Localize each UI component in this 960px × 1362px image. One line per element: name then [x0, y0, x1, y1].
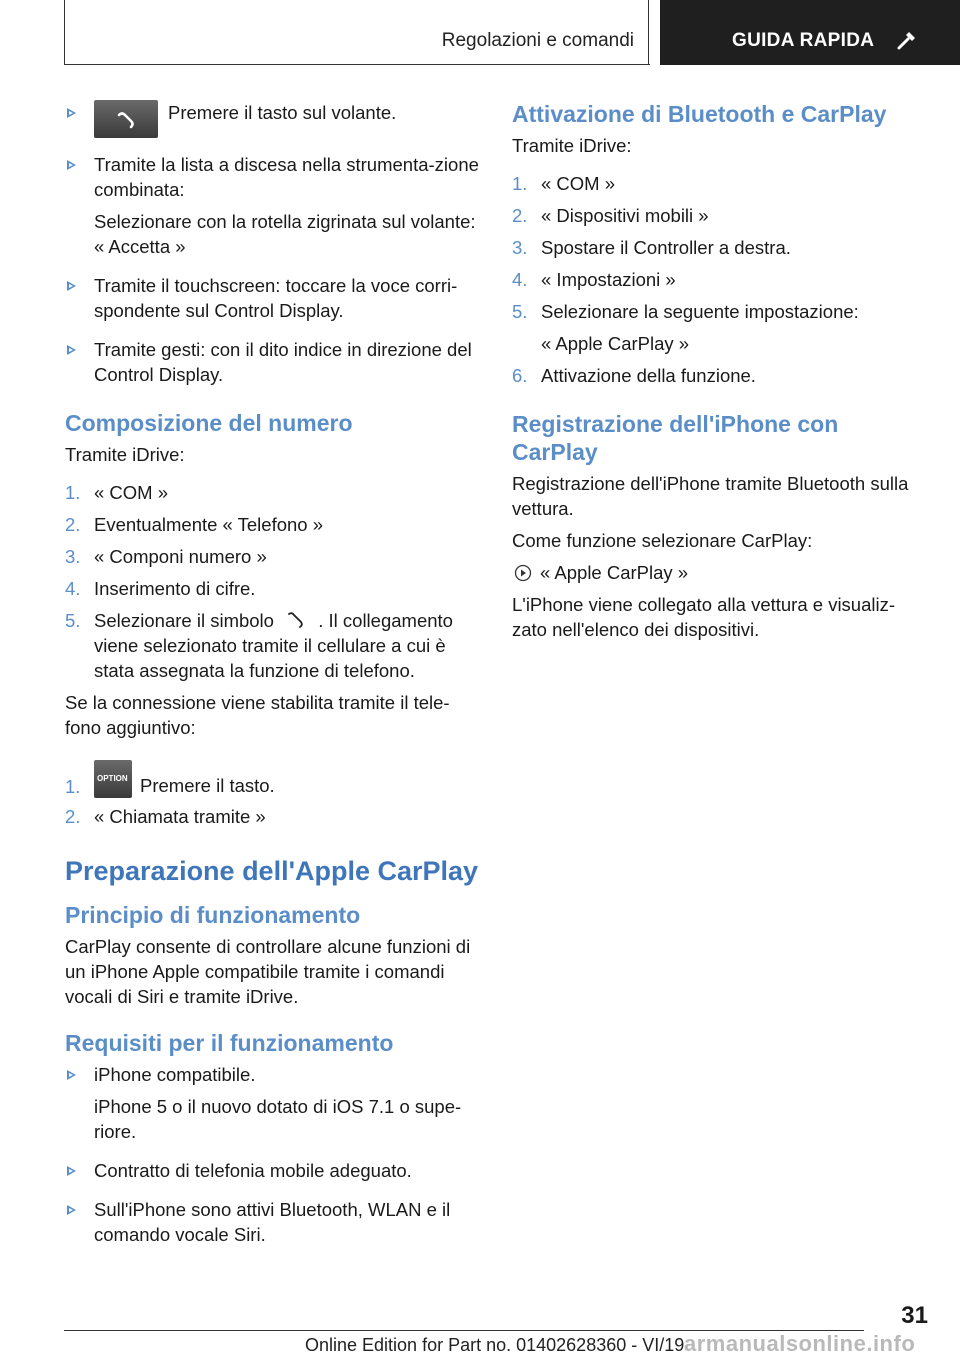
list-item	[65, 273, 480, 323]
numbered-item	[65, 480, 480, 505]
chapter-heading: Preparazione dell'Apple CarPlay	[65, 856, 479, 886]
step-number: 3.	[512, 237, 528, 258]
step-text: « Impostazioni »	[541, 269, 676, 290]
step-number: 4.	[512, 269, 528, 290]
triangle-bullet-icon	[67, 1205, 76, 1215]
play-circle-icon	[514, 564, 532, 582]
step-number: 5.	[512, 301, 528, 322]
paragraph	[512, 560, 927, 585]
edition-text: Online Edition for Part no. 01402628360 - VI/19	[305, 1335, 685, 1355]
sub-text: iPhone 5 o il nuovo dotato di iOS 7.1 o supe-riore.	[94, 1096, 462, 1142]
step-text-cont: . Il collegamento viene selezionato tramite il cellulare a cui è stata assegnata la funzione di telefono.	[94, 610, 453, 681]
paragraph: Tramite iDrive:	[512, 135, 632, 156]
triangle-bullet-icon	[67, 345, 76, 355]
paragraph: L'iPhone viene collegato alla vettura e visualiz-zato nell'elenco dei dispositivi.	[512, 594, 896, 640]
header-left-rule	[64, 0, 65, 65]
numbered-item	[65, 576, 480, 601]
bullet-text: Sull'iPhone sono attivi Bluetooth, WLAN e il comando vocale Siri.	[94, 1199, 451, 1245]
step-number: 4.	[65, 578, 81, 599]
header-divider	[648, 0, 649, 65]
bullet-text: Premere il tasto sul volante.	[168, 102, 397, 123]
paragraph: Come funzione selezionare CarPlay:	[512, 530, 813, 551]
step-text: Spostare il Controller a destra.	[541, 237, 791, 258]
header-bottom-rule	[64, 64, 650, 65]
list-item	[65, 1197, 480, 1247]
section-heading: Requisiti per il funzionamento	[65, 1030, 394, 1056]
numbered-item	[512, 235, 927, 260]
menu-item-text: « Apple CarPlay »	[540, 562, 689, 583]
step-text: Inserimento di cifre.	[94, 578, 256, 599]
phone-handset-icon	[283, 611, 309, 629]
watermark: armanualsonline.info	[684, 1331, 916, 1356]
sub-text: « Accetta »	[94, 236, 186, 257]
step-number: 1.	[65, 776, 81, 797]
triangle-bullet-icon	[67, 108, 76, 118]
sub-text: « Apple CarPlay »	[541, 333, 690, 354]
paragraph: Tramite iDrive:	[65, 444, 185, 465]
bullet-text: Contratto di telefonia mobile adeguato.	[94, 1160, 412, 1181]
paragraph: Se la connessione viene stabilita tramite il tele-fono aggiuntivo:	[65, 692, 450, 738]
step-number: 2.	[65, 514, 81, 535]
section-heading: Principio di funzionamento	[65, 902, 361, 928]
left-column	[65, 100, 480, 1254]
list-item	[65, 152, 480, 202]
bullet-text: Tramite gesti: con il dito indice in direzione del Control Display.	[94, 339, 472, 385]
numbered-item	[512, 267, 927, 292]
triangle-bullet-icon	[67, 281, 76, 291]
step-text: Eventualmente « Telefono »	[94, 514, 324, 535]
step-text: « COM »	[541, 173, 616, 194]
step-text: Selezionare la seguente impostazione:	[541, 301, 859, 322]
triangle-bullet-icon	[67, 1166, 76, 1176]
list-item	[65, 1158, 480, 1183]
section-heading: Registrazione dell'iPhone con CarPlay	[512, 411, 839, 465]
numbered-item	[65, 608, 480, 683]
numbered-item	[65, 512, 480, 537]
step-number: 2.	[65, 806, 81, 827]
sub-text: Selezionare con la rotella zigrinata sul volante:	[94, 211, 476, 232]
step-number: 2.	[512, 205, 528, 226]
step-text: Selezionare il simbolo	[94, 610, 274, 631]
numbered-item	[65, 804, 480, 829]
section-heading: Attivazione di Bluetooth e CarPlay	[512, 101, 887, 127]
numbered-item	[65, 544, 480, 569]
step-text: « COM »	[94, 482, 169, 503]
triangle-bullet-icon	[67, 160, 76, 170]
step-number: 5.	[65, 610, 81, 631]
page-number: 31	[901, 1302, 928, 1329]
numbered-item	[512, 299, 927, 324]
numbered-item	[512, 363, 927, 388]
step-number: 1.	[65, 482, 81, 503]
bullet-text: Tramite la lista a discesa nella strumenta-zione combinata:	[94, 154, 479, 200]
step-text: Premere il tasto.	[140, 774, 275, 796]
right-column	[512, 100, 927, 649]
paragraph: CarPlay consente di controllare alcune funzioni di un iPhone Apple compatibile tramite i comandi vocali di Siri e tramite iDrive.	[65, 936, 471, 1007]
step-text: « Componi numero »	[94, 546, 267, 567]
numbered-item	[512, 171, 927, 196]
step-number: 3.	[65, 546, 81, 567]
section-heading: Composizione del numero	[65, 410, 353, 436]
step-text: Attivazione della funzione.	[541, 365, 756, 386]
bullet-text: iPhone compatibile.	[94, 1064, 256, 1085]
step-number: 6.	[512, 365, 528, 386]
numbered-item	[65, 760, 480, 798]
option-button-icon: OPTION	[94, 760, 132, 798]
paragraph: Registrazione dell'iPhone tramite Bluetooth sulla vettura.	[512, 473, 909, 519]
quick-guide-tab[interactable]	[660, 0, 960, 65]
triangle-bullet-icon	[67, 1070, 76, 1080]
numbered-item	[512, 203, 927, 228]
section-title: Regolazioni e comandi	[441, 30, 634, 51]
list-item	[65, 337, 480, 387]
wrench-hammer-icon	[896, 29, 918, 51]
phone-button-icon	[94, 100, 158, 138]
tab-label: GUIDA RAPIDA	[732, 30, 875, 51]
step-text: « Chiamata tramite »	[94, 806, 266, 827]
list-item	[65, 100, 480, 138]
list-item	[65, 1062, 480, 1087]
bullet-text: Tramite il touchscreen: toccare la voce corri-spondente sul Control Display.	[94, 275, 458, 321]
step-text: « Dispositivi mobili »	[541, 205, 709, 226]
step-number: 1.	[512, 173, 528, 194]
